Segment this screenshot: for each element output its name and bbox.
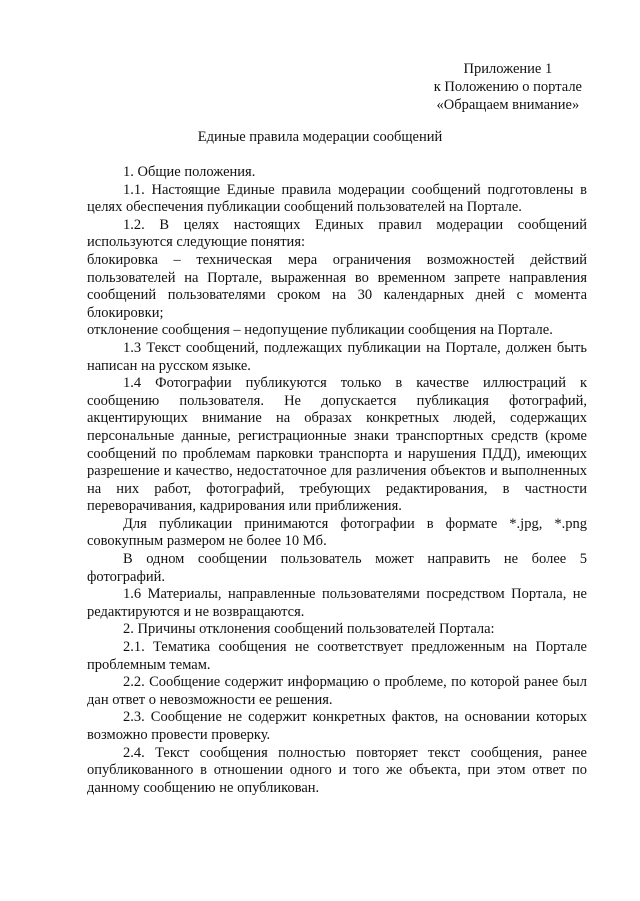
paragraph-photo-count: В одном сообщении пользователь может направить не более 5 фотографий. bbox=[87, 551, 587, 585]
appendix-line-1: Приложение 1 bbox=[463, 61, 553, 77]
section-heading-general: 1. Общие положения. bbox=[123, 164, 256, 180]
paragraph-2-1: 2.1. Тематика сообщения не соответствует предложенным на Портале проблемным темам. bbox=[87, 639, 587, 673]
paragraph-1-6: 1.6 Материалы, направленные пользователями посредством Портала, не редактируются и не возвращаются. bbox=[87, 586, 587, 620]
paragraph-1-2: 1.2. В целях настоящих Единых правил модерации сообщений используются следующие понятия: bbox=[87, 216, 587, 251]
document-body bbox=[87, 164, 587, 797]
paragraph-2-2: 2.2. Сообщение содержит информацию о проблеме, по которой ранее был дан ответ о невозможности ее решения. bbox=[87, 674, 587, 708]
paragraph-1-1: 1.1. Настоящие Единые правила модерации сообщений подготовлены в целях обеспечения публикации сообщений пользователей на Портале. bbox=[87, 181, 587, 216]
document-title: Единые правила модерации сообщений bbox=[197, 129, 443, 145]
appendix-line-2: к Положению о портале bbox=[433, 79, 582, 95]
definition-blocking: блокировка – техническая мера ограничения возможностей действий пользователей на Портале, выраженная во временном запрете направления сообщений пользователями сроком на 30 календарных дней с момента блокировки; bbox=[87, 251, 587, 321]
paragraph-photo-format: Для публикации принимаются фотографии в формате *.jpg, *.png совокупным размером не более 10 Мб. bbox=[87, 515, 587, 550]
definition-rejection: отклонение сообщения – недопущение публикации сообщения на Портале. bbox=[87, 322, 553, 339]
paragraph-2-4: 2.4. Текст сообщения полностью повторяет текст сообщения, ранее опубликованного в отношении одного и того же объекта, при этом ответ по данному сообщению не опубликован. bbox=[87, 744, 587, 796]
appendix-line-3: «Обращаем внимание» bbox=[436, 97, 580, 113]
paragraph-1-3: 1.3 Текст сообщений, подлежащих публикации на Портале, должен быть написан на русском языке. bbox=[87, 339, 587, 374]
section-heading-rejection: 2. Причины отклонения сообщений пользователей Портала: bbox=[123, 621, 495, 638]
paragraph-2-3: 2.3. Сообщение не содержит конкретных фактов, на основании которых возможно провести проверку. bbox=[87, 709, 587, 743]
paragraph-1-4: 1.4 Фотографии публикуются только в качестве иллюстраций к сообщению пользователя. Не допускается публикация фотографий, акцентирующих внимание на образах конкретных людей, содержащих персональные данные, регистрационные знаки транспортных средств (кроме сообщений по проблемам парковки транспорта и нарушения ПДД), имеющих разрешение и качество, недостаточное для различения объектов и выполненных на них работ, фотографий, требующих редактирования, в частности переворачивания, кадрирования или приближения. bbox=[87, 375, 587, 515]
appendix-header bbox=[434, 60, 582, 114]
